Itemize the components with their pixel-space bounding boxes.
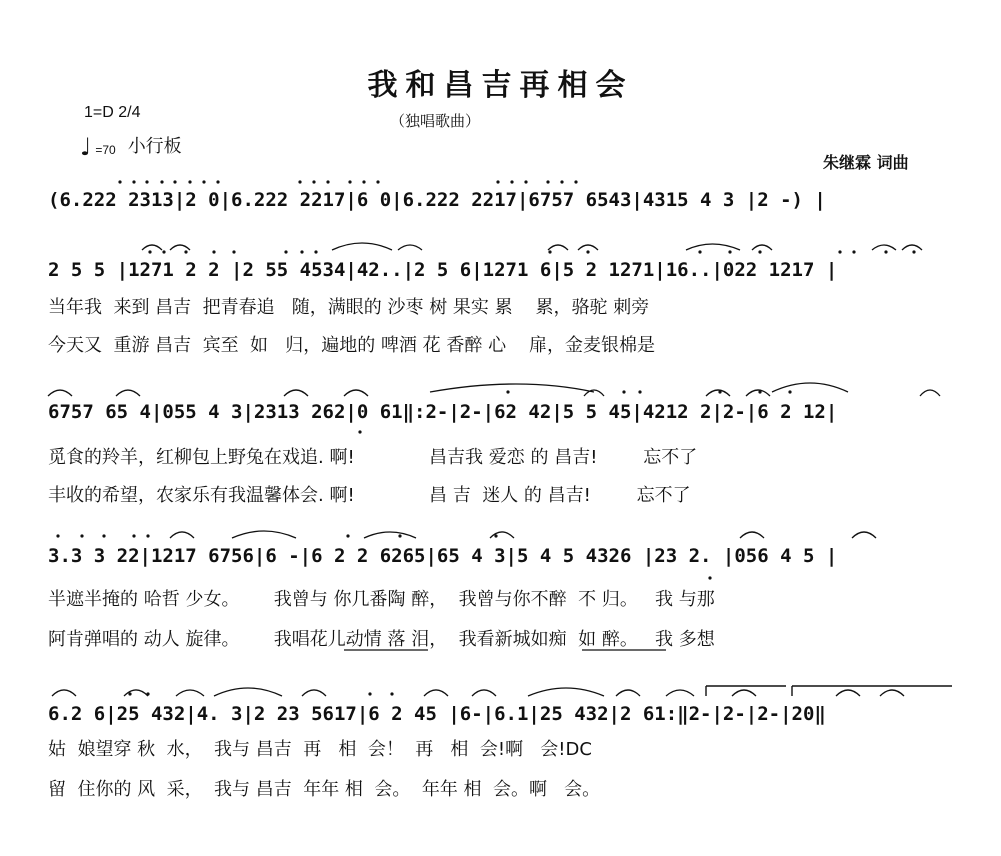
notation-line-5: 6.2 6|25 432|4. 3|2 23 5617|6 2 45 |6-|6.1|25 432|2 61:‖2-|2-|2-|20‖: [48, 703, 826, 725]
tempo-bpm: =70: [95, 143, 116, 157]
notation-line-3: 6757 65 4|055 4 3|2313 262|0 61‖:2-|2-|62 42|5 5 45|4212 2|2-|6 2 12|: [48, 401, 838, 423]
volta-brackets: [706, 686, 952, 696]
lyric-line-2-verse-1: 当年我 来到 昌吉 把青春追 随，满眼的 沙枣 树 果实 累 累，骆驼 刺旁: [48, 297, 650, 318]
lyric-line-5-verse-2: 留 住你的 风 采， 我与 昌吉 年年 相 会。 年年 相 会。啊 会。: [48, 779, 601, 800]
key-signature: 1=D 2/4: [84, 104, 141, 121]
lyric-line-3-verse-1: 觅食的羚羊，红柳包上野兔在戏追. 啊! 昌吉我 爱恋 的 昌吉! 忘不了: [48, 447, 698, 468]
lyric-line-4-verse-2: 阿肯弹唱的 动人 旋律。 我唱花儿动情 落 泪， 我看新城如痴 如 醉。 我 多想: [48, 629, 715, 650]
lyric-line-5-verse-1: 姑 娘望穿 秋 水， 我与 昌吉 再 相 会！ 再 相 会!啊 会!DC: [48, 739, 592, 760]
song-subtitle: （独唱歌曲）: [390, 112, 481, 130]
lyric-line-2-verse-2: 今天又 重游 昌吉 宾至 如 归，遍地的 啤酒 花 香醉 心 扉，金麦银棉是: [48, 335, 655, 356]
notation-line-1: (6.222 2313|2 0|6.222 2217|6 0|6.222 2217|6757 6543|4315 4 3 |2 -) |: [48, 189, 826, 211]
tempo-text: 小行板: [127, 136, 182, 157]
song-author: 朱继霖 词曲: [823, 153, 909, 172]
notation-line-4: 3.3 3 22|1217 6756|6 -|6 2 2 6265|65 4 3|5 4 5 4326 |23 2. |056 4 5 |: [48, 545, 838, 567]
quarter-note-icon: ♩: [80, 133, 92, 161]
lyric-line-4-verse-1: 半遮半掩的 哈哲 少女。 我曾与 你几番陶 醉， 我曾与你不醉 不 归。 我 与那: [48, 589, 715, 610]
song-title: 我和昌吉再相会: [367, 68, 634, 103]
lyric-line-3-verse-2: 丰收的希望，农家乐有我温馨体会. 啊! 昌 吉 迷人 的 昌吉! 忘不了: [48, 485, 691, 506]
tempo-marking: [80, 132, 182, 159]
notation-line-2: 2 5 5 |1271 2 2 |2 55 4534|42..|2 5 6|1271 6|5 2 1271|16..|022 1217 |: [48, 259, 838, 281]
